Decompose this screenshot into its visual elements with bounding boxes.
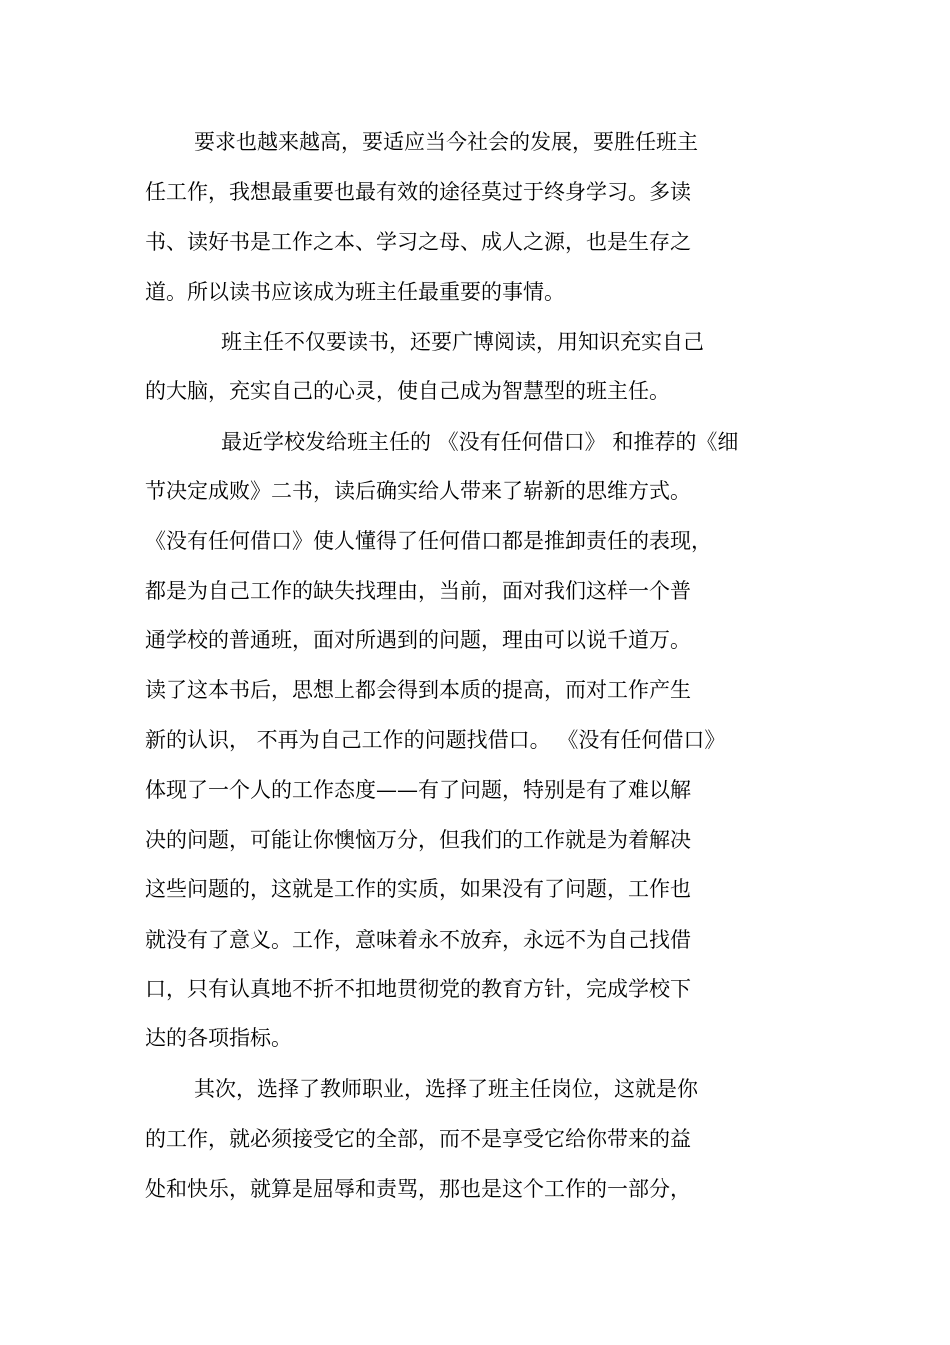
text-line: 最近学校发给班主任的 《没有任何借口》 和推荐的《细 xyxy=(221,430,739,454)
text-line: 都是为自己工作的缺失找理由，当前，面对我们这样一个普 xyxy=(145,579,691,603)
text-line: 节决定成败》二书，读后确实给人带来了崭新的思维方式。 xyxy=(145,479,691,503)
text-line: 的工作，就必须接受它的全部，而不是享受它给你带来的益 xyxy=(145,1127,691,1151)
text-line: 决的问题，可能让你懊恼万分，但我们的工作就是为着解决 xyxy=(145,828,691,852)
text-line: 处和快乐，就算是屈辱和责骂，那也是这个工作的一部分， xyxy=(145,1177,691,1201)
text-line: 道。所以读书应该成为班主任最重要的事情。 xyxy=(145,280,565,304)
text-line: 其次，选择了教师职业，选择了班主任岗位，这就是你 xyxy=(194,1077,698,1101)
text-line: 这些问题的，这就是工作的实质，如果没有了问题，工作也 xyxy=(145,877,691,901)
text-line: 新的认识， 不再为自己工作的问题找借口。 《没有任何借口》 xyxy=(145,728,726,752)
text-line: 任工作，我想最重要也最有效的途径莫过于终身学习。多读 xyxy=(145,180,691,204)
text-line: 就没有了意义。工作，意味着永不放弃，永远不为自己找借 xyxy=(145,928,691,952)
text-line: 通学校的普通班，面对所遇到的问题，理由可以说千道万。 xyxy=(145,628,691,652)
text-line: 体现了一个人的工作态度——有了问题，特别是有了难以解 xyxy=(145,778,691,802)
text-line: 要求也越来越高，要适应当今社会的发展，要胜任班主 xyxy=(194,130,698,154)
text-line: 的大脑，充实自己的心灵，使自己成为智慧型的班主任。 xyxy=(145,379,670,403)
text-line: 《没有任何借口》使人懂得了任何借口都是推卸责任的表现， xyxy=(145,529,712,553)
text-line: 书、读好书是工作之本、学习之母、成人之源，也是生存之 xyxy=(145,230,691,254)
text-line: 班主任不仅要读书，还要广博阅读，用知识充实自己 xyxy=(221,330,704,354)
text-line: 达的各项指标。 xyxy=(145,1026,292,1050)
text-line: 口，只有认真地不折不扣地贯彻党的教育方针，完成学校下 xyxy=(145,977,691,1001)
text-line: 读了这本书后，思想上都会得到本质的提高，而对工作产生 xyxy=(145,678,691,702)
